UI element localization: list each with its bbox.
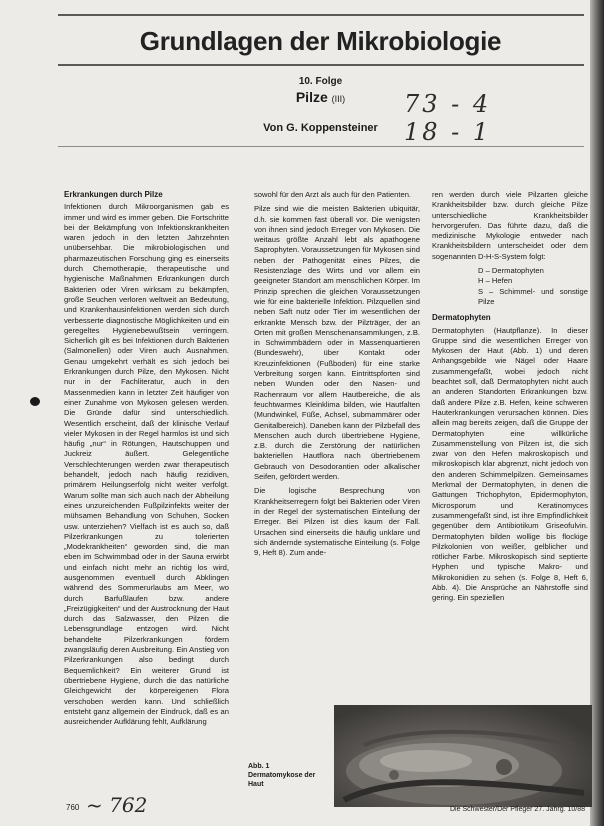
section-heading-erkrankungen: Erkrankungen durch Pilze: [64, 190, 163, 199]
article-subtitle: [58, 89, 583, 105]
header-rule-bottom: [58, 64, 584, 66]
list-item: H – Hefen: [478, 276, 513, 286]
subtitle-part: (III): [331, 94, 346, 104]
handwritten-note-2: 18 - 1: [404, 118, 492, 146]
caption-label: Abb. 1: [248, 763, 270, 770]
paragraph: Pilze sind wie die meisten Bakterien ubiquitär, d.h. sie kommen fast überall vor. Die wenigsten von ihnen sind jedoch Erreger von Mykosen. Die weitaus größte Anzahl lebt als apathogene Saprophyten. Voraussetzungen für Mykosen sind neben der Pathogenität eines Pilzes, die Resistenzlage des Wirts und vor allem ein geeigneter Standort am menschlichen Körper. Im Prinzip sprechen die gleichen Voraussetzungen wie für eine bakterielle Infektion. Pilzquellen sind neben Saft nutz oder Tier im wesentlichen der erkrankte Mensch bzw. der Pilzträger, der an Orten mit großen Menschenansammlungen, z.B. in Schwimmbädern oder in Massenquartieren (Bundeswehr), über Kontakt oder Kreuzinfektionen (Fußboden) für eine starke Verbreitung sorgen kann. Eintrittspforten sind neben Wunden oder den Nasen- und Rachenraum vor allem Hautbereiche, die als feuchtwarmes Kleinklima bilden, wie Hautfalten (Mundwinkel, Füße, Achsel, submammärer oder Genitalbereich). Daneben kann der Pilzbefall des Menschen auch durch übertriebene Hygiene, z.B. durch die Zerstörung der natürlichen bakteriellen Hautflora nach übertriebenem Gebrauch von Desodorantien oder alkalischer Seifen, gefördert werden.: [254, 204, 420, 482]
byline-rule: [58, 146, 584, 147]
handwritten-note-1: 73 - 4: [404, 90, 492, 118]
paragraph: Dermatophyten (Hautpflanze). In dieser Gruppe sind die wesentlichen Erreger von Mykosen der Haut (Abb. 1) und deren Anhangsgebilde wie Nägel oder Haare zusammengefaßt, wobei jedoch nicht beachtet soll, daß Dermatophyten nicht auch an anderen Standorten Erkrankungen bzw. daß andere Pilze z.B. Hefen, keine schweren Hauterkrankungen verursachen können. Dies allein mag bereits zeigen, daß die Gruppe der Dermatophyten eine willkürliche Zusammenstellung von Pilzen ist, die sich zwar von den Hefen makroskopisch und mikroskopisch klar abgrenzt, nicht jedoch von den anderen Schimmelpilzen. Gemeinsames Merkmal der Dermatophyten, in denen die Gattungen Trichophyton, Epidermophyton, Microsporum und Keratinomyces zusammengefaßt sind, ist ihre Empfindlichkeit gegenüber dem Antibiotikum Griseofulvin. Dermatophyten bilden wollige bis flockige Pilzkolonien von weißer, gelblicher und rötlicher Farbe. Mikroskopisch sind septierte Hyphen und typische Makro- und Mikrokonidien zu sehen (s. Folge 8, Heft 6, Abb. 4). Die Ansprüche an Nährstoffe sind gering. Ein speziellen: [432, 325, 588, 603]
paragraph: Infektionen durch Mikroorganismen gab es immer und wird es immer geben. Die Fortschritte bei der Bekämpfung von Infektionskrankheiten waren jedoch in den letzten Jahrzehnten unübersehbar. Die mikrobiologischen und pharmazeutischen Forschung ging es einerseits durch Chemotherapie, therapeutische und hygienische Maßnahmen Erkrankungen durch Bakterien oder Viren wirksam zu bekämpfen, große Seuchen verloren weltweit an Bedeutung, und Krankenhausinfektionen werden sich durch verbesserte diagnostische Möglichkeiten und ein geregeltes Hygienebewußtsein verringern. Sicherlich gilt es bei Infektionen durch Bakterien (Salmonellen) oder Viren auch Ausnahmen. Genau umgekehrt verhält es sich jedoch bei Erkrankungen durch Pilze, den Mykosen. Nicht nur in der Fachliteratur, auch in den Massenmedien kann in letzter Zeit häufiger von einer Zunahme von Mykosen gelesen werden. Die Gründe dafür sind unterschiedlich. Wesentlich erscheint, daß der klinische Verlauf vieler Mykosen in der Regel harmlos ist und sich häufig „nur“ in Rötungen, Hautschuppen und Juckreiz äußert. Gelegentliche Verschlechterungen werden zwar therapeutisch behandelt, jedoch nach häufig rezidiven, primärem Heilungserfolg nicht weiter verfolgt. Warum sollte man sich auch nach der Abheilung eines unzureichenden Fußpilzinfekts weiter der mühsamen Behandlung von Schuhen, Socken usw. unterziehen? Vielfach ist es auch so, daß Pilzerkrankungen zu tolerierten „Modekrankheiten“ geworden sind, die man eben im Schwimmbad oder in der Sauna erwirbt und einfach nicht mehr an richtig los wird, ausgenommen eventuell durch Abklingen während des Sommerurlaubs am Meer, wo durch Barfußlaufen bzw. andere „Freizügigkeiten“ und der Austrocknung der Haut durch das Salzwasser, den Pilzen die Lebensgrundlage entzogen wird. Nicht behandelte Pilzerkrankungen fördern zwangsläufig deren Ausbreitung. Ein Anstieg von Pilzerkrankungen also bedingt durch Bequemlichkeit? Ein weiterer Grund ist übertriebene Hygiene, durch die das natürliche Gleichgewicht der körpereigenen Flora verschoben werden kann. Und schließlich entsteht ganz allgemein der Eindruck, daß es an ausreichender Aufklärung fehlt, Aufklärung: [64, 202, 229, 727]
page-number: 760: [66, 803, 80, 812]
text-column-2: [254, 190, 420, 562]
section-heading-dermatophyten: Dermatophyten: [432, 313, 491, 323]
list-item: D – Dermatophyten: [478, 266, 544, 276]
text-column-1: [64, 190, 229, 812]
author-byline: Von G. Koppensteiner: [263, 122, 378, 134]
figure-photo-dermatomycosis: [334, 705, 592, 807]
subtitle-text: Pilze: [295, 89, 328, 105]
header-rule-top: [58, 14, 584, 16]
dhs-list: [432, 266, 588, 307]
journal-footer: Die Schwester/Der Pfleger 27. Jahrg. 10/88: [450, 806, 586, 813]
paragraph: sowohl für den Arzt als auch für den Patienten.: [254, 190, 412, 199]
series-label: 10. Folge: [298, 76, 343, 87]
paragraph: ren werden durch viele Pilzarten gleiche Krankheitsbilder bzw. durch gleiche Pilze unterschiedliche Krankheitsbilder hervorgerufen. Das führte dazu, daß die medizinische Mykologie entweder nach Krankheitsbildern unterscheidet oder dem sogenannten D-H-S-System folgt:: [432, 190, 588, 261]
text-column-3: [432, 190, 588, 610]
list-item: S – Schimmel- und sonstige Pilze: [478, 286, 588, 306]
handwritten-page-number: ~ 762: [86, 793, 148, 817]
article-title: Grundlagen der Mikrobiologie: [139, 26, 502, 56]
paragraph: Die logische Besprechung von Krankheitserregern folgt bei Bakterien oder Viren in der Regel der systematischen Einteilung der Erreger. Bei Pilzen ist dies kaum der Fall. Ursachen sind einerseits die häufig unklare und sich ändernde systematische Einteilung (s. Folge 9, Heft 8). Zum ande-: [254, 486, 420, 558]
ink-stain: [30, 397, 40, 406]
scan-shadow-edge: [590, 0, 604, 826]
figure-caption: [248, 762, 318, 789]
caption-text: Dermatomykose der Haut: [248, 772, 316, 788]
